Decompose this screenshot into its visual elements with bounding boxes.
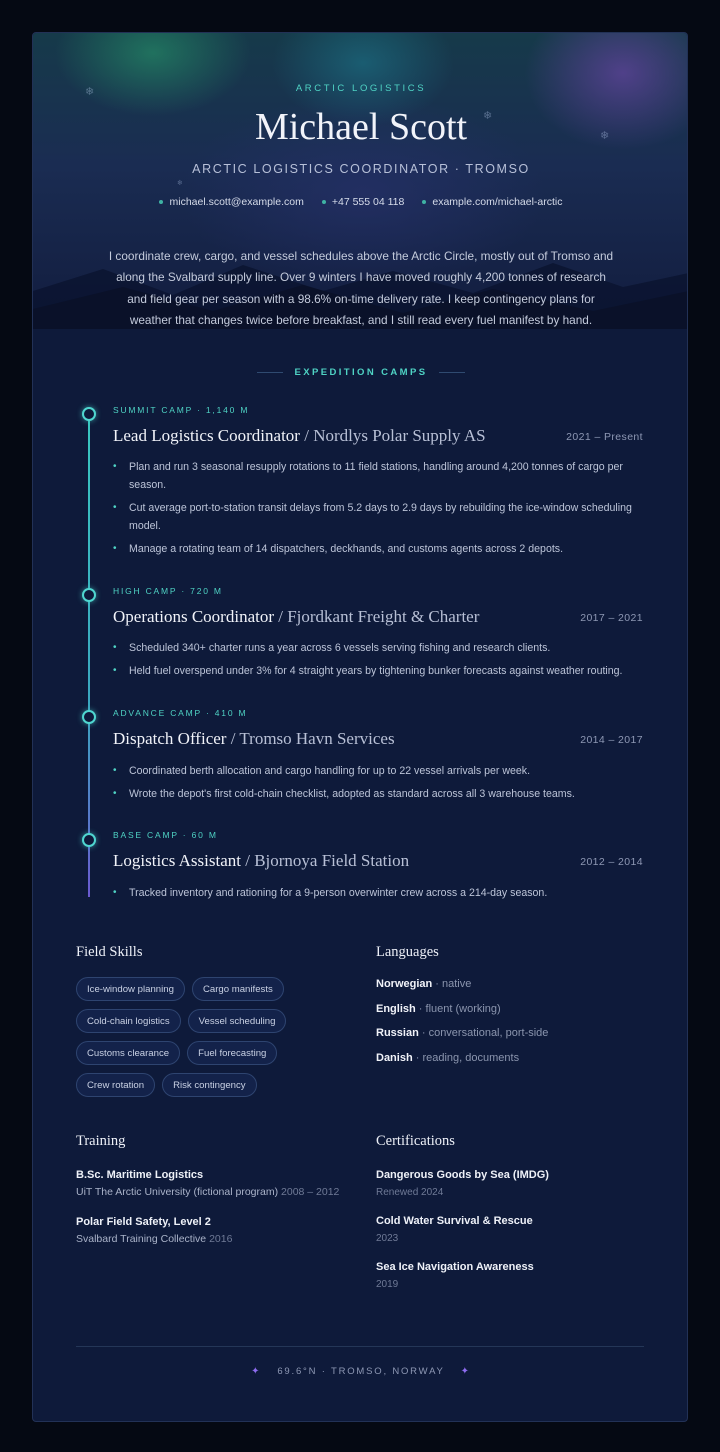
skills-heading: Field Skills	[76, 944, 143, 960]
language-item	[376, 1003, 548, 1028]
contact-website[interactable]	[422, 196, 562, 208]
training-list	[76, 1169, 356, 1263]
divider	[257, 372, 283, 373]
snowflake-icon: ❄	[600, 129, 610, 142]
page-title: Michael Scott	[254, 106, 468, 148]
training-entry	[76, 1216, 356, 1245]
skill-chip: Customs clearance	[76, 1041, 180, 1065]
training-name: B.Sc. Maritime Logistics	[76, 1169, 204, 1181]
timeline-node	[82, 710, 96, 724]
divider	[76, 1346, 644, 1347]
language-item	[376, 1027, 548, 1052]
job-bullets	[113, 884, 633, 907]
footer	[33, 1366, 688, 1377]
resume-card	[32, 32, 688, 1422]
snowflake-icon: ❄	[177, 179, 183, 187]
job-role: ARCTIC LOGISTICS COORDINATOR · TROMSO	[192, 162, 530, 176]
job-title: Lead Logistics Coordinator	[113, 426, 300, 445]
training-org-name: UiT The Arctic University (fictional program)	[76, 1186, 279, 1198]
camp-label: BASE CAMP · 60 M	[113, 830, 218, 840]
list-item: • Cut average port-to-station transit delays from 5.2 days to 2.9 days by rebuilding the ice-window scheduling model.	[113, 499, 633, 535]
list-item: • Held fuel overspend under 3% for 4 straight years by tightening bunker forecasts against weather routing.	[113, 662, 633, 680]
sparkle-icon: ✦	[251, 1366, 262, 1377]
language-name: English	[376, 1002, 416, 1015]
list-item: • Plan and run 3 seasonal resupply rotations to 11 field stations, handling around 4,200 tonnes of cargo per season.	[113, 458, 633, 494]
training-years: 2008 – 2012	[278, 1186, 340, 1198]
certification-date: 2023	[376, 1233, 399, 1244]
training-name: Polar Field Safety, Level 2	[76, 1216, 211, 1228]
certification-entry	[376, 1169, 656, 1198]
job-bullets	[113, 458, 633, 563]
camp-label: HIGH CAMP · 720 M	[113, 586, 223, 596]
bullet-dot-icon	[322, 200, 326, 204]
certification-name: Sea Ice Navigation Awareness	[376, 1261, 534, 1273]
job-heading	[113, 607, 479, 627]
skill-chip: Cargo manifests	[192, 977, 284, 1001]
language-level: · reading, documents	[412, 1051, 520, 1064]
skill-chip: Ice-window planning	[76, 977, 185, 1001]
job-dates: 2014 – 2017	[580, 734, 643, 746]
snowflake-icon: ❄	[85, 85, 95, 98]
footer-location: 69.6°N · TROMSO, NORWAY	[277, 1366, 445, 1377]
job-dates: 2021 – Present	[566, 431, 643, 443]
job-heading	[113, 729, 395, 749]
training-org	[76, 1233, 356, 1245]
language-item	[376, 1052, 548, 1077]
contact-phone[interactable]	[322, 196, 405, 208]
skills-list	[76, 977, 336, 1097]
company-name: / Nordlys Polar Supply AS	[299, 426, 486, 445]
contact-phone-text[interactable]: +47 555 04 118	[331, 196, 405, 208]
skill-chip: Vessel scheduling	[188, 1009, 287, 1033]
timeline-line	[88, 415, 90, 897]
job-bullets	[113, 639, 633, 685]
job-dates: 2017 – 2021	[580, 612, 643, 624]
timeline-node	[82, 407, 96, 421]
certification-entry	[376, 1261, 656, 1290]
company-name: / Tromso Havn Services	[226, 729, 395, 748]
camp-label: SUMMIT CAMP · 1,140 M	[113, 405, 250, 415]
contact-email[interactable]	[159, 196, 303, 208]
snowflake-icon: ❄	[483, 109, 493, 122]
certification-date: 2019	[376, 1279, 399, 1290]
job-title: Dispatch Officer	[113, 729, 227, 748]
list-item: • Coordinated berth allocation and cargo handling for up to 22 vessel arrivals per week.	[113, 762, 633, 780]
training-org	[76, 1186, 356, 1198]
certifications-list	[376, 1169, 656, 1307]
languages-list	[376, 978, 548, 1076]
training-entry	[76, 1169, 356, 1198]
skill-chip: Fuel forecasting	[187, 1041, 277, 1065]
camp-label: ADVANCE CAMP · 410 M	[113, 708, 248, 718]
skill-chip: Crew rotation	[76, 1073, 155, 1097]
job-title: Logistics Assistant	[113, 851, 241, 870]
language-level: · conversational, port-side	[418, 1027, 549, 1039]
language-name: Danish	[376, 1051, 413, 1064]
job-title: Operations Coordinator	[113, 607, 274, 626]
language-level: · fluent (working)	[415, 1002, 501, 1015]
contact-email-text[interactable]: michael.scott@example.com	[169, 196, 304, 208]
bullet-dot-icon	[422, 200, 426, 204]
certification-name: Cold Water Survival & Rescue	[376, 1215, 533, 1227]
list-item: • Tracked inventory and rationing for a 9-person overwinter crew across a 214-day season.	[113, 884, 633, 902]
skill-chip: Cold-chain logistics	[76, 1009, 181, 1033]
experience-section-title	[33, 367, 688, 378]
language-item	[376, 978, 548, 1003]
job-dates: 2012 – 2014	[580, 856, 643, 868]
skill-chip: Risk contingency	[162, 1073, 257, 1097]
training-org-name: Svalbard Training Collective	[76, 1233, 207, 1245]
certification-name: Dangerous Goods by Sea (IMDG)	[376, 1169, 549, 1181]
job-heading	[113, 426, 486, 446]
company-name: / Bjornoya Field Station	[240, 851, 410, 870]
language-name: Norwegian	[376, 978, 433, 990]
job-bullets	[113, 762, 633, 808]
list-item: • Wrote the depot's first cold-chain checklist, adopted as standard across all 3 warehouse teams.	[113, 785, 633, 803]
contact-list	[33, 196, 688, 208]
bullet-dot-icon	[159, 200, 163, 204]
certifications-heading: Certifications	[376, 1133, 455, 1149]
certification-date: Renewed 2024	[376, 1187, 444, 1198]
experience-heading: EXPEDITION CAMPS	[294, 367, 428, 378]
header-eyebrow: ARCTIC LOGISTICS	[295, 83, 427, 94]
list-item: • Manage a rotating team of 14 dispatchers, deckhands, and customs agents across 2 depots.	[113, 540, 633, 558]
company-name: / Fjordkant Freight & Charter	[274, 607, 480, 626]
divider	[439, 372, 465, 373]
list-item: • Scheduled 340+ charter runs a year across 6 vessels serving fishing and research clients.	[113, 639, 633, 657]
language-name: Russian	[376, 1027, 419, 1039]
certification-entry	[376, 1215, 656, 1244]
contact-website-text[interactable]: example.com/michael-arctic	[432, 196, 563, 208]
sparkle-icon: ✦	[460, 1366, 471, 1377]
training-years: 2016	[206, 1233, 233, 1245]
timeline-node	[82, 588, 96, 602]
job-heading	[113, 851, 409, 871]
profile-summary: I coordinate crew, cargo, and vessel schedules above the Arctic Circle, mostly out of Tromso and along the Svalbard supply line. Over 9 winters I have moved roughly 4,200 tonnes of research and field gear per season with a 98.6% on-time delivery rate. I keep contingency plans for weather that changes twice before breakfast, and I still read every fuel manifest by hand.	[108, 249, 614, 327]
timeline-node	[82, 833, 96, 847]
training-heading: Training	[76, 1133, 126, 1149]
language-level: · native	[432, 978, 472, 990]
languages-heading: Languages	[376, 944, 439, 960]
aurora-header	[33, 33, 688, 329]
